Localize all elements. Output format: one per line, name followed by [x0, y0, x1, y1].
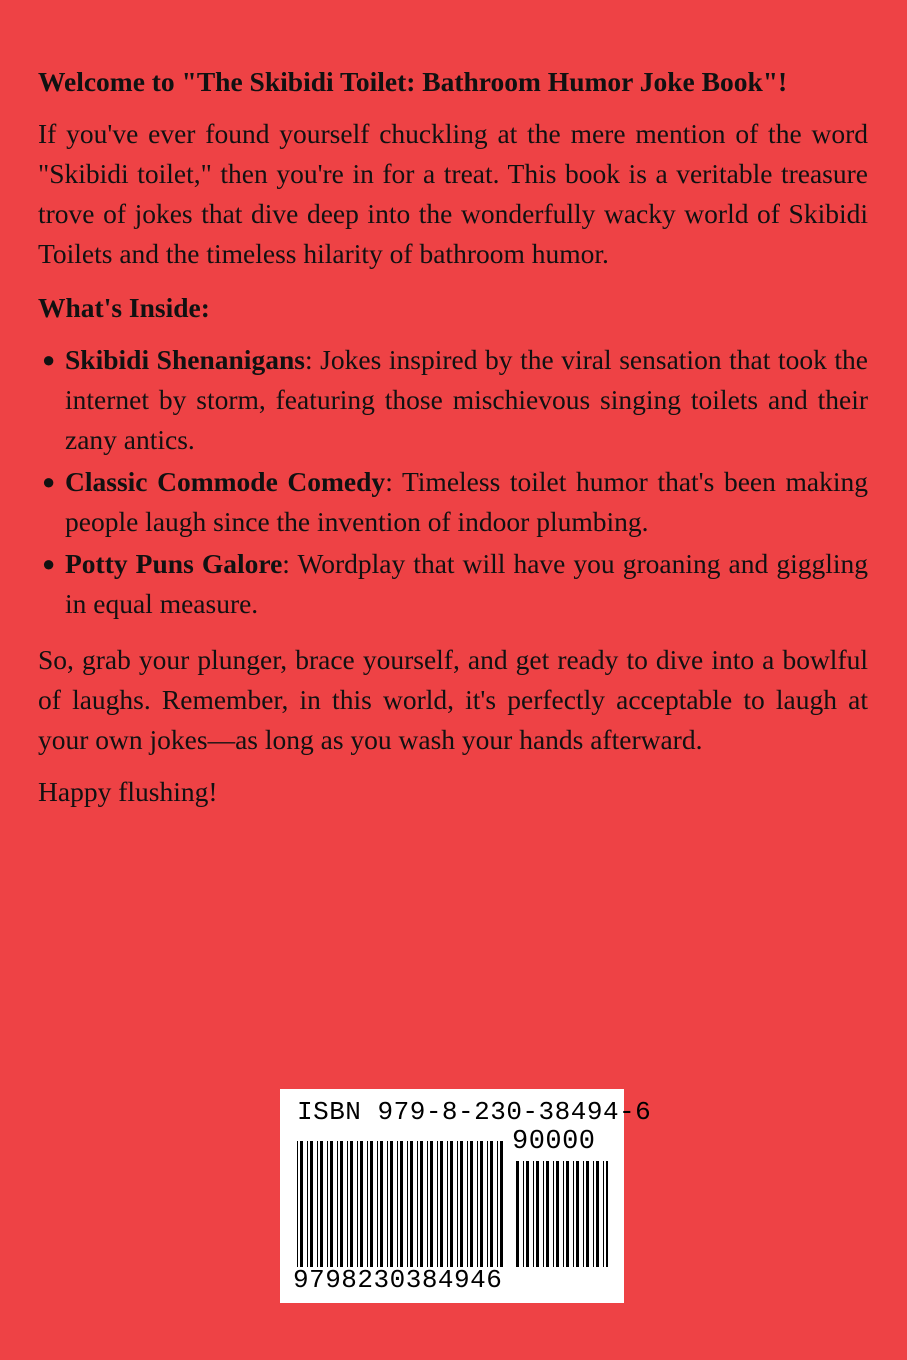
- barcode-bar: [390, 1141, 393, 1267]
- whats-inside-heading: What's Inside:: [38, 292, 210, 323]
- barcode-bar: [470, 1141, 473, 1267]
- barcode-bar: [357, 1141, 358, 1267]
- barcode-bar: [400, 1141, 403, 1267]
- barcode-bar: [573, 1161, 574, 1267]
- barcode-bar: [593, 1161, 594, 1267]
- barcode-bar: [340, 1141, 343, 1267]
- closing-paragraph: So, grab your plunger, brace yourself, and get ready to dive into a bowlful of laughs. Remember, in this world, it's perfectly acceptable to laugh at your own jokes—as long as you wash your hands afterward.: [38, 644, 868, 755]
- barcode-bar: [337, 1141, 338, 1267]
- bullet-icon: ●: [42, 347, 56, 372]
- barcode-bar: [523, 1161, 524, 1267]
- blurb: [38, 62, 868, 824]
- barcode-bar: [477, 1141, 478, 1267]
- bullet-icon: ●: [42, 551, 56, 576]
- barcode-bar: [370, 1141, 373, 1267]
- isbn-label: ISBN 979-8-230-38494-6: [297, 1097, 652, 1127]
- blurb-heading: Welcome to "The Skibidi Toilet: Bathroom Humor Joke Book"!: [38, 66, 788, 97]
- barcode-bar: [497, 1141, 498, 1267]
- barcode-bar: [330, 1141, 333, 1267]
- price-code: 90000: [512, 1127, 596, 1157]
- barcode-bar: [320, 1141, 323, 1267]
- barcode-bar: [410, 1141, 413, 1267]
- list-item: [38, 544, 868, 624]
- barcode-bar: [317, 1141, 318, 1267]
- barcode-bar: [420, 1141, 423, 1267]
- barcode-bar: [533, 1161, 534, 1267]
- barcode-bar: [536, 1161, 539, 1267]
- barcode-bar: [583, 1161, 584, 1267]
- feature-title: Classic Commode Comedy: [65, 466, 386, 497]
- feature-text: : Wordplay that will have you groaning and giggling in equal measure.: [65, 548, 868, 619]
- feature-list: [38, 340, 868, 624]
- main-barcode-bars: [297, 1141, 503, 1267]
- barcode-bar: [307, 1141, 308, 1267]
- barcode-bar: [603, 1161, 604, 1267]
- barcode-bar: [576, 1161, 579, 1267]
- barcode-bar: [327, 1141, 328, 1267]
- barcode-bar: [480, 1141, 483, 1267]
- barcode-bar: [467, 1141, 468, 1267]
- barcode-bar: [430, 1141, 433, 1267]
- barcode-bar: [387, 1141, 388, 1267]
- barcode-bar: [350, 1141, 353, 1267]
- barcode-bar: [566, 1161, 569, 1267]
- barcode-bar: [407, 1141, 408, 1267]
- barcode-bar: [367, 1141, 368, 1267]
- feature-title: Potty Puns Galore: [65, 548, 283, 579]
- intro-paragraph: If you've ever found yourself chuckling at the mere mention of the word "Skibidi toilet," then you're in for a treat. This book is a veritable treasure trove of jokes that dive deep into the wonderfully wacky world of Skibidi Toilets and the timeless hilarity of bathroom humor.: [38, 118, 868, 269]
- barcode-bar: [447, 1141, 448, 1267]
- addon-barcode-bars: [516, 1161, 608, 1267]
- barcode-bar: [437, 1141, 438, 1267]
- barcode-bar: [297, 1141, 298, 1267]
- barcode-bar: [347, 1141, 348, 1267]
- feature-text: : Jokes inspired by the viral sensation that took the internet by storm, featuring those mischievous singing toilets and their zany antics.: [65, 344, 869, 455]
- barcode-bar: [450, 1141, 453, 1267]
- barcode-bar: [460, 1141, 463, 1267]
- barcode-bar: [380, 1141, 383, 1267]
- barcode-bar: [440, 1141, 443, 1267]
- feature-text: : Timeless toilet humor that's been making people laugh since the invention of indoor plumbing.: [65, 466, 868, 537]
- bullet-icon: ●: [42, 469, 56, 494]
- barcode-bar: [300, 1141, 303, 1267]
- barcode-bar: [526, 1161, 529, 1267]
- barcode-bar: [487, 1141, 488, 1267]
- list-item: [38, 462, 868, 542]
- barcode-bar: [596, 1161, 599, 1267]
- barcode-bar: [606, 1161, 608, 1267]
- barcode-bar: [360, 1141, 363, 1267]
- barcode-bar: [427, 1141, 428, 1267]
- barcode-bar: [516, 1161, 519, 1267]
- barcode-bar: [397, 1141, 398, 1267]
- barcode-bar: [586, 1161, 589, 1267]
- barcode-bar: [310, 1141, 313, 1267]
- signoff: Happy flushing!: [38, 776, 218, 807]
- barcode-bar: [563, 1161, 564, 1267]
- barcode-bar: [543, 1161, 544, 1267]
- ean-digits: 9798230384946: [293, 1265, 503, 1295]
- barcode-bar: [417, 1141, 418, 1267]
- barcode-bar: [500, 1141, 503, 1267]
- barcode-bar: [546, 1161, 549, 1267]
- barcode-bar: [377, 1141, 378, 1267]
- barcode-bar: [556, 1161, 559, 1267]
- barcode-bar: [457, 1141, 458, 1267]
- list-item: [38, 340, 868, 460]
- barcode-bar: [553, 1161, 554, 1267]
- barcode-bar: [490, 1141, 493, 1267]
- feature-title: Skibidi Shenanigans: [65, 344, 305, 375]
- isbn-barcode: [280, 1089, 652, 1303]
